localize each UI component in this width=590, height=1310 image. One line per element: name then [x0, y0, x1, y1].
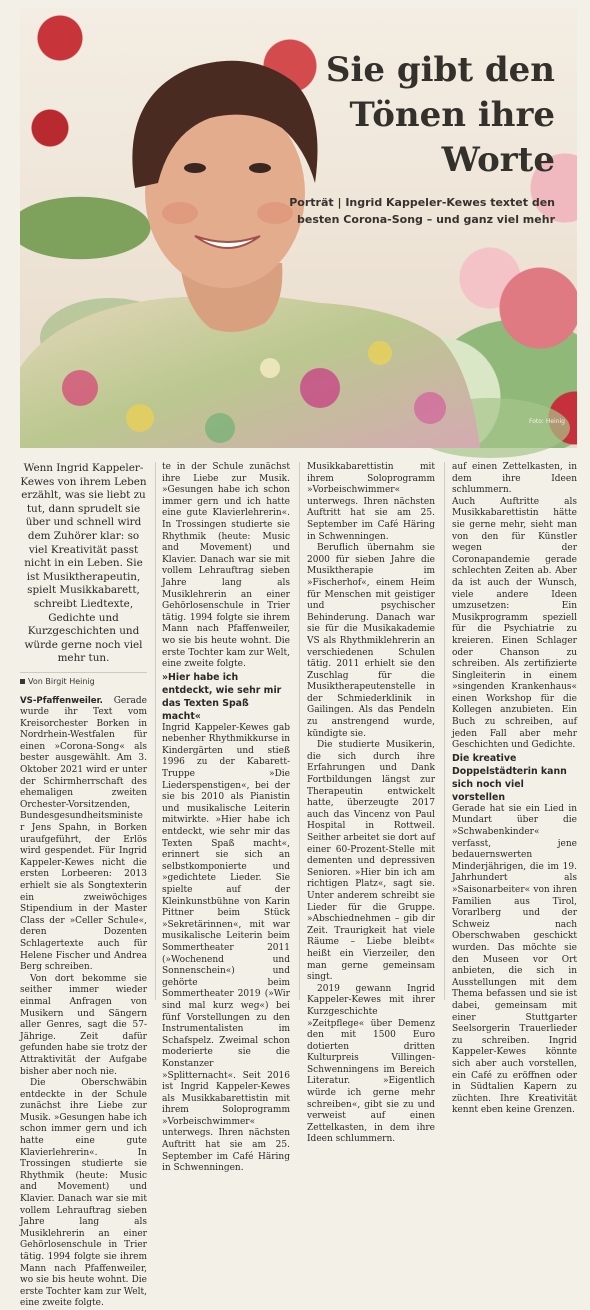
byline — [20, 672, 147, 688]
subheadline: Porträt | Ingrid Kappeler-Kewes textet den besten Corona-Song – und ganz viel mehr — [289, 196, 555, 226]
portrait-photo — [20, 8, 577, 448]
paragraph: te in der Schule zunächst ihre Liebe zur Musik. »Gesungen habe ich schon immer gern und ich hatte eine gute Klavierlehrerin«. In Trossingen studierte sie Rhythmik (heute: Music and Movement) und Klavier. Danach war sie mit vollem Lehrauftrag sieben Jahre lang als Musiklehrerin an einer Gehörlosenschule in Trier tätig. 1994 folgte sie ihrem Mann nach Pfaffenweiler, wo sie bis heute wohnt. Die erste Tochter kam zur Welt, eine zweite folgte. — [162, 462, 290, 670]
intertitle: Die kreative Doppelstädterin kann sich noch viel vorstellen — [452, 752, 567, 803]
article-body — [20, 462, 577, 1309]
paragraph: Die studierte Musikerin, die sich durch ihre Erfahrungen und Dank Fortbildungen längst zur Therapeutin entwickelt hatte, überzeugte 2017 auch das Vincenz von Paul Hospital in Rottweil. Seither arbeitet sie dort auf einer 60-Prozent-Stelle mit dementen und depressiven Senioren. »Hier bin ich am richtigen Platz«, sagt sie. Unter anderem schreibt sie Lieder für die Gruppe. »Abschiednehmen – gib dir Zeit. Traurigkeit hat viele Räume – Liebe bleibt« heißt ein Vierzeiler, den man gerne gemeinsam singt. — [307, 740, 435, 983]
column-2 — [162, 462, 290, 1174]
paragraph: Musikkabarettistin mit ihrem Soloprogramm »Vorbeischwimmer« unterwegs. Ihren nächsten Auftritt hat sie am 25. September im Café Häring in Schwenningen. — [307, 462, 435, 542]
paragraph: 2019 gewann Ingrid Kappeler-Kewes mit ihrer Kurzgeschichte »Zeitpflege« über Demenz den mit 1500 Euro dotierten dritten Kulturpreis Villingen-Schwenningens im Bereich Literatur. »Eigentlich würde ich gerne mehr schreiben«, gibt sie zu und verweist auf einen Zettelkasten, in dem ihre Ideen schlummern. — [307, 983, 435, 1145]
dateline: VS-Pfaffenweiler. — [20, 695, 103, 706]
byline-square-icon — [20, 679, 25, 684]
paragraph: auf einen Zettelkasten, in dem ihre Ideen schlummern. — [452, 462, 577, 496]
column-divider — [299, 462, 300, 1000]
paragraph-text: Gerade wurde ihr Text vom Kreisorchester Borken in Nordrhein-Westfalen für einen »Corona-Song« als bester ausgewählt. Am 3. Oktober 2021 wird er unter der Schirmherrschaft des ehemaligen zweiten Orchester-Vorsitzenden, Bundesgesundheitsminister Jens Spahn, in Borken uraufgeführt, der Erlös wird gespendet. Für Ingrid Kappeler-Kewes nicht die ersten Lorbeeren: 2013 erhielt sie als Songtexterin ein zweiwöchiges Stipendium in der Master Class der »Celler Schule«, deren Dozenten Schlagertexte auch für Helene Fischer und Andrea Berg schreiben. — [20, 695, 147, 973]
article-lead: Wenn Ingrid Kappeler-Kewes von ihrem Leben erzählt, was sie liebt zu tut, dann sprudelt sie über und schnell wird dem Zuhörer klar: so viel Kreativität passt nicht in ein Leben. Sie ist Musiktherapeutin, spielt Musikkabarett, schreibt Liedtexte, Gedichte und Kurzgeschichten und würde gerne noch viel mehr tun. — [20, 462, 147, 665]
column-divider — [444, 462, 445, 1000]
paragraph: Die Oberschwäbin entdeckte in der Schule zunächst ihre Liebe zur Musik. »Gesungen habe ich schon immer gern und ich hatte eine gute Klavierlehrerin«. In Trossingen studierte sie Rhythmik (heute: Music and Movement) und Klavier. Danach war sie mit vollem Lehrauftrag sieben Jahre lang als Musiklehrerin an einer Gehörlosenschule in Trier tätig. 1994 folgte sie ihrem Mann nach Pfaffenweiler, wo sie bis heute wohnt. Die erste Tochter kam zur Welt, eine zweite folgte. — [20, 1078, 147, 1309]
paragraph — [20, 696, 147, 974]
paragraph: Ingrid Kappeler-Kewes gab nebenher Rhythmikkurse in Kindergärten und stieß 1996 zu der Kabarett-Truppe »Die Liederspenstigen«, bei der sie bis 2010 als Pianistin und musikalische Leiterin mitwirkte. »Hier habe ich entdeckt, wie sehr mir das Texten Spaß macht«, erinnert sie sich an selbstkomponierte und »gedichtete Lieder. Sie spielte auf der Kleinkunstbühne von Karin Pittner beim Stück »Sekretärinnen«, mit war musikalische Leiterin beim Sommertheater 2011 (»Wochenend und Sonnenschein«) und gehörte beim Sommertheater 2019 (»Wir sind mal kurz weg«) bei fünf Vorstellungen zu den Instrumentalisten im Schafspelz. Zweimal schon moderierte sie die Konstanzer »Splitternacht«. Seit 2016 ist Ingrid Kappeler-Kewes als Musikkabarettistin mit ihrem Soloprogramm »Vorbeischwimmer« unterwegs. Ihren nächsten Auftritt hat sie am 25. September im Café Häring in Schwenningen. — [162, 722, 290, 1174]
intertitle: »Hier habe ich entdeckt, wie sehr mir das Texten Spaß macht« — [162, 671, 282, 722]
byline-text: Von Birgit Heinig — [28, 676, 95, 686]
photo-credit: Foto: Heinig — [528, 418, 565, 425]
column-4 — [452, 462, 577, 1116]
paragraph: Auch Auftritte als Musikkabarettistin hätte sie gerne mehr, sieht man von den für Künstler wegen der Coronapandemie gerade schlechten Zeiten ab. Aber da ist auch der Wunsch, viele andere Ideen umzusetzen: Ein Musikprogramm speziell für die Psychiatrie zu kreieren. Einen Schlager oder Chanson zu schreiben. Als zertifizierte Singleiterin in einem »singenden Krankenhaus« einen Workshop für die Kollegen anzubieten. Ein Buch zu schreiben, auf jeden Fall aber mehr Geschichten und Gedichte. — [452, 496, 577, 751]
column-1 — [20, 462, 147, 1309]
paragraph: Gerade hat sie ein Lied in Mundart über die »Schwabenkinder« verfasst, jene bedauernswerten Minderjährigen, die im 19. Jahrhundert als »Saisonarbeiter« von ihren Familien aus Tirol, Vorarlberg und der Schweiz nach Oberschwaben geschickt wurden. Das möchte sie den Museen vor Ort anbieten, die sich in Ausstellungen mit dem Thema befassen und sie ist dabei, gemeinsam mit einer Stuttgarter Seelsorgerin Trauerlieder zu schreiben. Ingrid Kappeler-Kewes könnte sich aber auch vorstellen, ein Café zu eröffnen oder in Südtalien Kapern zu züchten. Ihre Kreativität kennt eben keine Grenzen. — [452, 803, 577, 1116]
paragraph: Beruflich übernahm sie 2000 für sieben Jahre die Musiktherapie im »Fischerhof«, einem Heim für Menschen mit geistiger und psychischer Behinderung. Danach war sie für die Musikakademie VS als Rhythmiklehrerin an verschiedenen Schulen tätig. 2011 erhielt sie den Zuschlag für die Musiktherapeutenstelle in der Schmiederklinik in Gailingen. Als das Pendeln zu anstrengend wurde, kündigte sie. — [307, 543, 435, 739]
column-divider — [155, 462, 156, 1000]
headline: Sie gibt den Tönen ihre Worte — [325, 50, 555, 180]
column-3 — [307, 462, 435, 1145]
paragraph: Von dort bekomme sie seither immer wieder einmal Anfragen von Musikern und Sängern aller Genres, sagt die 57-Jährige. Zeit dafür gefunden habe sie trotz der Attraktivität der Aufgabe bisher aber noch nie. — [20, 973, 147, 1077]
